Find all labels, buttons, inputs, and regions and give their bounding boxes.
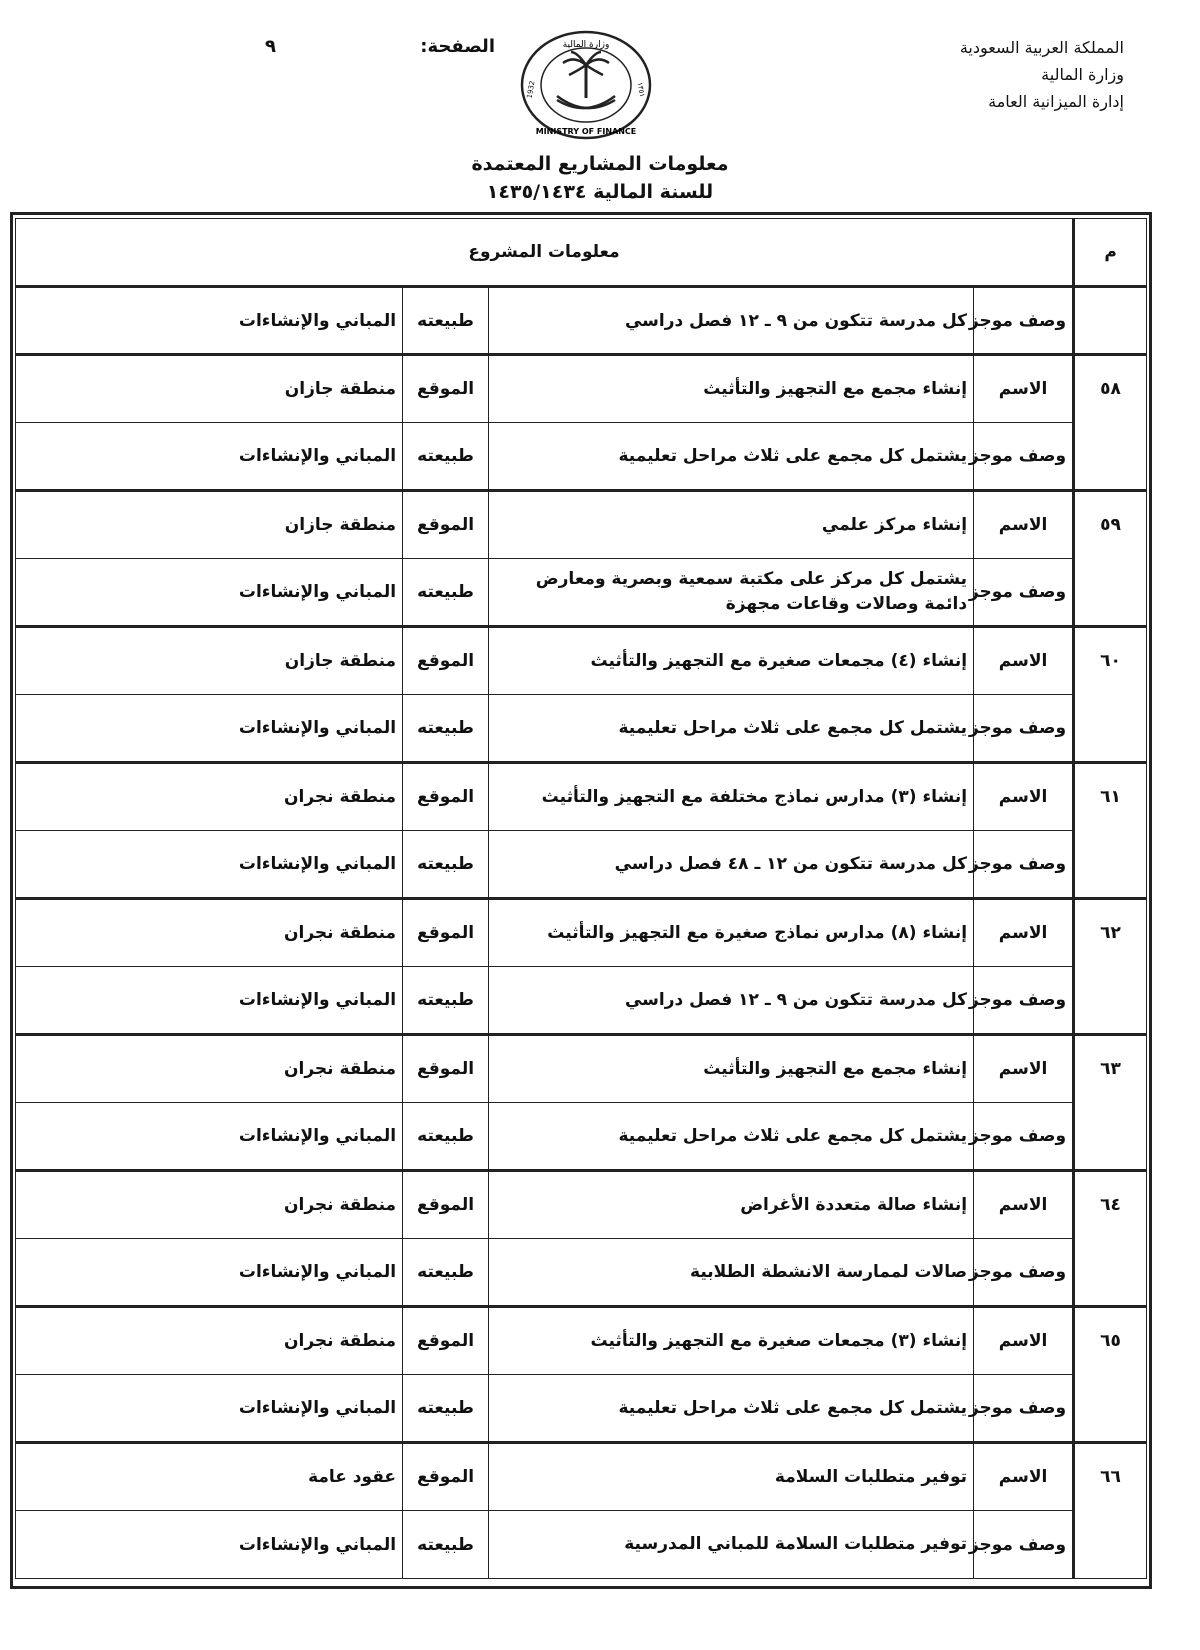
- project-location: منطقة نجران: [16, 1171, 403, 1239]
- table-row: [16, 1171, 1147, 1239]
- project-number: ٦١: [1074, 763, 1147, 831]
- project-nature: المباني والإنشاءات: [16, 967, 403, 1035]
- project-name: إنشاء (٤) مجمعات صغيرة مع التجهيز والتأثيث: [489, 627, 974, 695]
- project-location: منطقة جازان: [16, 627, 403, 695]
- desc-label: وصف موجز: [974, 1511, 1074, 1579]
- seal-year-right: ١٣٥١: [635, 81, 647, 98]
- fiscal-year: للسنة المالية ١٤٣٥/١٤٣٤: [486, 181, 714, 203]
- table-row: [16, 1239, 1147, 1307]
- table-row: [16, 559, 1147, 627]
- project-desc: يشتمل كل مركز على مكتبة سمعية وبصرية ومعارض دائمة وصالات وقاعات مجهزة: [489, 559, 974, 627]
- nature-label: طبيعته: [403, 423, 489, 491]
- table-header-row: [16, 219, 1147, 287]
- project-location: عقود عامة: [16, 1443, 403, 1511]
- page-number: ٩: [265, 36, 276, 57]
- nature-label: طبيعته: [403, 1375, 489, 1443]
- nature-value: المباني والإنشاءات: [16, 287, 403, 355]
- department-name: إدارة الميزانية العامة: [988, 92, 1124, 111]
- project-number: ٦٥: [1074, 1307, 1147, 1375]
- location-label: الموقع: [403, 899, 489, 967]
- location-label: الموقع: [403, 491, 489, 559]
- project-number: ٦٦: [1074, 1443, 1147, 1511]
- project-number: ٦٠: [1074, 627, 1147, 695]
- project-desc: كل مدرسة تتكون من ١٢ ـ ٤٨ فصل دراسي: [489, 831, 974, 899]
- table-row: [16, 423, 1147, 491]
- project-number: ٥٨: [1074, 355, 1147, 423]
- nature-label: طبيعته: [403, 287, 489, 355]
- kingdom-name: المملكة العربية السعودية: [959, 38, 1124, 57]
- table-row: [16, 831, 1147, 899]
- project-number: ٥٩: [1074, 491, 1147, 559]
- nature-label: طبيعته: [403, 967, 489, 1035]
- nature-label: طبيعته: [403, 1103, 489, 1171]
- project-nature: المباني والإنشاءات: [16, 831, 403, 899]
- project-name: إنشاء (٣) مدارس نماذج مختلفة مع التجهيز والتأثيث: [489, 763, 974, 831]
- table-row: [16, 1103, 1147, 1171]
- table-row: [16, 287, 1147, 355]
- table-row: [16, 763, 1147, 831]
- project-name: إنشاء مجمع مع التجهيز والتأثيث: [489, 355, 974, 423]
- location-label: الموقع: [403, 763, 489, 831]
- location-label: الموقع: [403, 1035, 489, 1103]
- table-row: [16, 695, 1147, 763]
- table-row: [16, 1307, 1147, 1375]
- table-row: [16, 627, 1147, 695]
- desc-label: وصف موجز: [974, 559, 1074, 627]
- project-desc: كل مدرسة تتكون من ٩ ـ ١٢ فصل دراسي: [489, 967, 974, 1035]
- project-nature: المباني والإنشاءات: [16, 1239, 403, 1307]
- project-desc: صالات لممارسة الانشطة الطلابية: [489, 1239, 974, 1307]
- project-nature: المباني والإنشاءات: [16, 423, 403, 491]
- project-location: منطقة نجران: [16, 763, 403, 831]
- location-label: الموقع: [403, 1171, 489, 1239]
- project-name: إنشاء (٨) مدارس نماذج صغيرة مع التجهيز والتأثيث: [489, 899, 974, 967]
- project-desc: توفير متطلبات السلامة للمباني المدرسية: [489, 1511, 974, 1579]
- project-number: ٦٣: [1074, 1035, 1147, 1103]
- ministry-name: وزارة المالية: [1041, 65, 1124, 84]
- col-header-m: م: [1074, 219, 1147, 287]
- name-label: الاسم: [974, 1307, 1074, 1375]
- project-nature: المباني والإنشاءات: [16, 1103, 403, 1171]
- project-desc: يشتمل كل مجمع على ثلاث مراحل تعليمية: [489, 1375, 974, 1443]
- letterhead: [960, 34, 1124, 115]
- desc-label: وصف موجز: [974, 1239, 1074, 1307]
- name-label: الاسم: [974, 1171, 1074, 1239]
- table-row: [16, 967, 1147, 1035]
- seal-text-top: وزارة المالية: [562, 40, 610, 50]
- seal-year-left: 1932: [525, 80, 537, 100]
- nature-label: طبيعته: [403, 1239, 489, 1307]
- project-nature: المباني والإنشاءات: [16, 559, 403, 627]
- location-label: الموقع: [403, 1307, 489, 1375]
- name-label: الاسم: [974, 491, 1074, 559]
- location-label: الموقع: [403, 627, 489, 695]
- table-row: [16, 899, 1147, 967]
- project-number: ٦٢: [1074, 899, 1147, 967]
- desc-label: وصف موجز: [974, 1103, 1074, 1171]
- document-title: معلومات المشاريع المعتمدة: [471, 153, 729, 175]
- table-row: [16, 1035, 1147, 1103]
- name-label: الاسم: [974, 355, 1074, 423]
- desc-label: وصف موجز: [974, 967, 1074, 1035]
- project-desc: يشتمل كل مجمع على ثلاث مراحل تعليمية: [489, 1103, 974, 1171]
- nature-label: طبيعته: [403, 831, 489, 899]
- name-label: الاسم: [974, 763, 1074, 831]
- location-label: الموقع: [403, 355, 489, 423]
- name-label: الاسم: [974, 627, 1074, 695]
- project-number: ٦٤: [1074, 1171, 1147, 1239]
- name-label: الاسم: [974, 1035, 1074, 1103]
- project-name: إنشاء (٣) مجمعات صغيرة مع التجهيز والتأثيث: [489, 1307, 974, 1375]
- location-label: الموقع: [403, 1443, 489, 1511]
- nature-label: طبيعته: [403, 695, 489, 763]
- col-header-info: معلومات المشروع: [16, 219, 1074, 287]
- table-row: [16, 355, 1147, 423]
- project-desc: يشتمل كل مجمع على ثلاث مراحل تعليمية: [489, 695, 974, 763]
- ministry-seal-logo: [519, 30, 653, 140]
- desc-label: وصف موجز: [974, 831, 1074, 899]
- page-label: الصفحة:: [420, 36, 495, 57]
- nature-label: طبيعته: [403, 559, 489, 627]
- project-location: منطقة نجران: [16, 1307, 403, 1375]
- desc-label: وصف موجز: [974, 695, 1074, 763]
- seal-text-bottom: MINISTRY OF FINANCE: [535, 127, 637, 136]
- project-nature: المباني والإنشاءات: [16, 1375, 403, 1443]
- project-location: منطقة جازان: [16, 355, 403, 423]
- table-row: [16, 1511, 1147, 1579]
- name-label: الاسم: [974, 899, 1074, 967]
- project-location: منطقة جازان: [16, 491, 403, 559]
- table-row: [16, 1443, 1147, 1511]
- project-name: إنشاء صالة متعددة الأغراض: [489, 1171, 974, 1239]
- project-name: توفير متطلبات السلامة: [489, 1443, 974, 1511]
- project-name: إنشاء مجمع مع التجهيز والتأثيث: [489, 1035, 974, 1103]
- projects-table: [15, 218, 1147, 1579]
- project-desc: يشتمل كل مجمع على ثلاث مراحل تعليمية: [489, 423, 974, 491]
- project-name: إنشاء مركز علمي: [489, 491, 974, 559]
- desc-value: كل مدرسة تتكون من ٩ ـ ١٢ فصل دراسي: [489, 287, 974, 355]
- project-location: منطقة نجران: [16, 1035, 403, 1103]
- desc-label: وصف موجز: [974, 1375, 1074, 1443]
- project-nature: المباني والإنشاءات: [16, 695, 403, 763]
- document-title-block: [0, 150, 1200, 206]
- table-row: [16, 1375, 1147, 1443]
- project-nature: المباني والإنشاءات: [16, 1511, 403, 1579]
- name-label: الاسم: [974, 1443, 1074, 1511]
- nature-label: طبيعته: [403, 1511, 489, 1579]
- desc-label: وصف موجز: [974, 287, 1074, 355]
- table-row: [16, 491, 1147, 559]
- desc-label: وصف موجز: [974, 423, 1074, 491]
- project-location: منطقة نجران: [16, 899, 403, 967]
